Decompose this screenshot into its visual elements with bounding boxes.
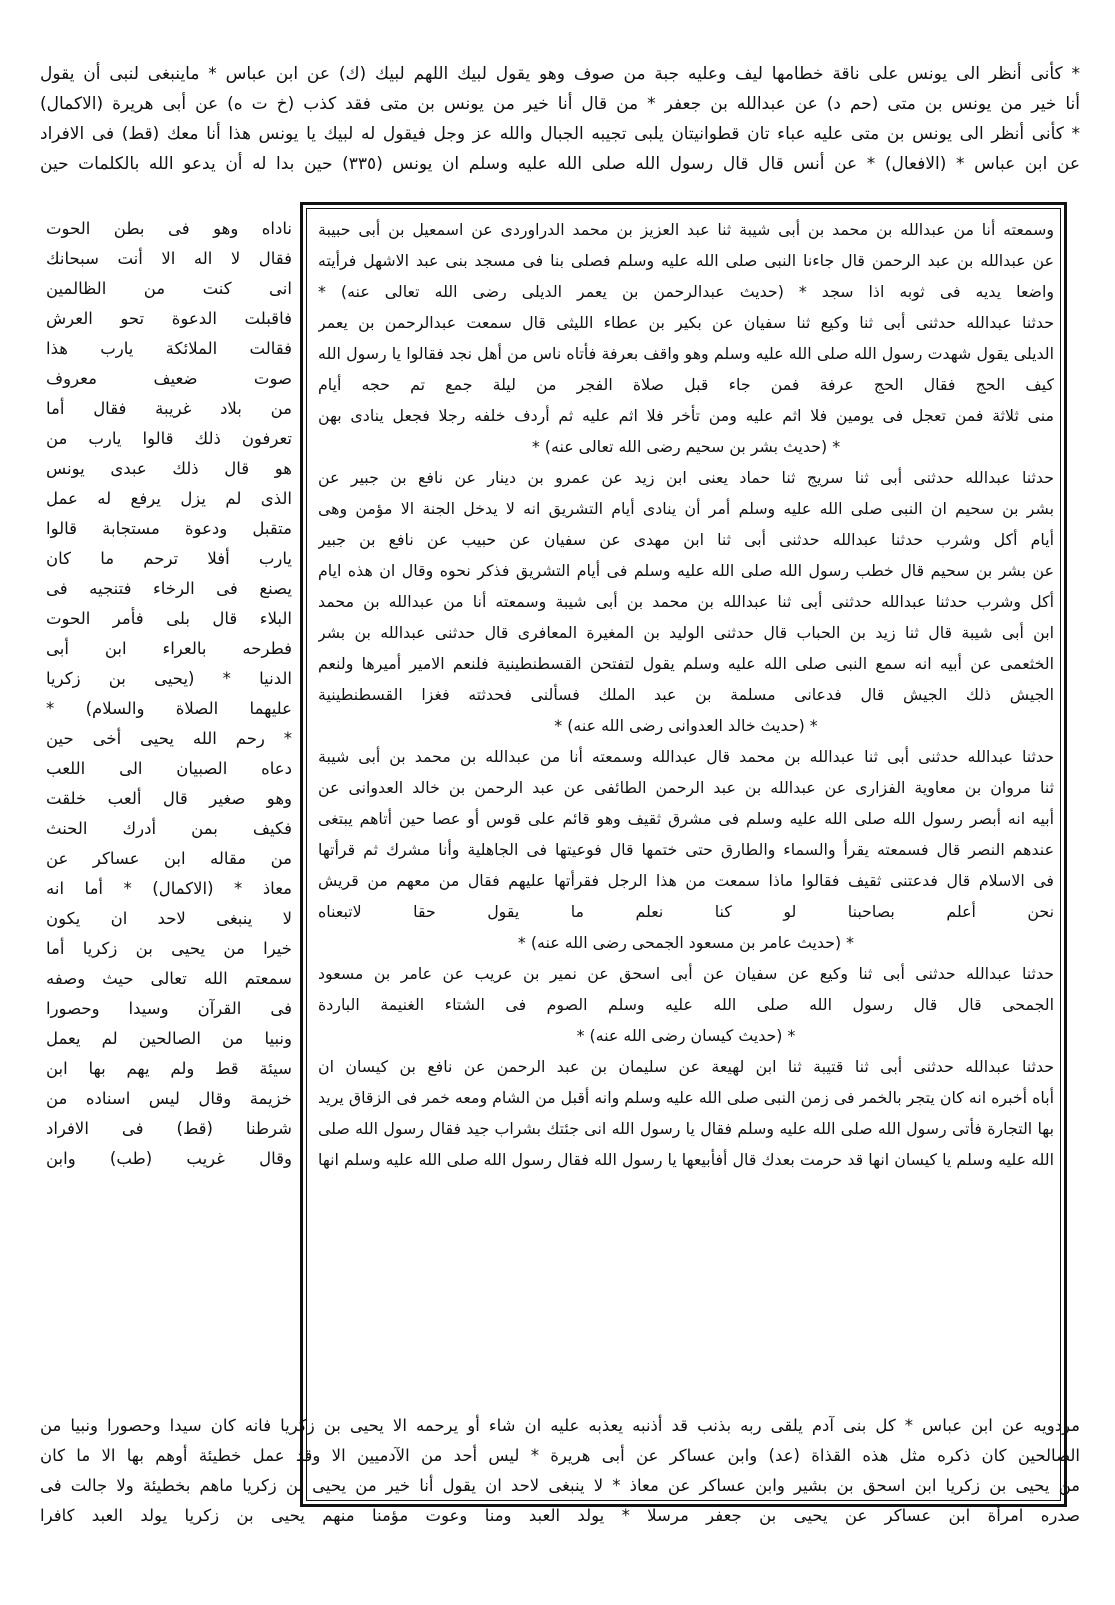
main-line: الجيش ذلك الجيش قال فدعانى مسلمة بن عبد الملك فسألنى فحدثته فغزا القسطنطينية [318, 685, 1054, 704]
main-line: كيف الحج فقال الحج عرفة فمن جاء قبل صلاة الفجر من ليلة جمع تم حجه أيام [318, 375, 1054, 394]
main-line: أباه أخبره انه كان يتجر بالخمر فى زمن النبى صلى الله عليه وسلم وانه أقبل من الشام ومعه خمر فى الزقاق يريد [318, 1088, 1054, 1107]
side-line: * رحم الله يحيى أخى حين [46, 729, 292, 748]
main-line: نحن أعلم بصاحبنا لو كنا نعلم ما يقول حقا لاتبعناه [318, 902, 1054, 921]
side-line: عليهما الصلاة والسلام) * [46, 699, 292, 718]
side-line: ونبيا من الصالحين لم يعمل [46, 1029, 292, 1048]
main-line: حدثنا عبدالله حدثنى أبى ثنا عبدالله بن محمد قال عبدالله وسمعته أنا من عبدالله بن محمد بن أبى شيبة [318, 747, 1054, 766]
top-line: أنا خير من يونس بن متى (حم د) عن عبدالله بن جعفر * من قال أنا خير من يونس بن متى فقد كذب (خ ت ه) عن أبى هريرة (الاكمال) [40, 94, 1080, 114]
main-line: الديلى يقول شهدت رسول الله صلى الله عليه وسلم وهو واقف بعرفة فأتاه ناس من أهل نجد فقالوا يا رسول الله [318, 344, 1054, 363]
side-line: فقالت الملائكة يارب هذا [46, 339, 292, 358]
main-line: فى الاسلام قال فدعتنى ثقيف فقالوا ماذا سمعت من هذا الرجل فقرأتها عليهم فقال من معهم من قريش [318, 871, 1054, 890]
bottom-line: مردويه عن ابن عباس * كل بنى آدم يلقى ربه بذنب قد أذنبه يعذبه عليه ان شاء أو يرحمه الا يحيى بن زكريا فانه كان سيدا وحصورا ونبيا من [40, 1416, 1080, 1435]
side-line: يصنع فى الرخاء فتنجيه فى [46, 579, 292, 598]
top-line: * كأنى أنظر الى يونس بن متى عليه عباء تان قطوانيتان يلبى تجيبه الجبال والله عز وجل فيقول له لبيك يا يونس هذا أنا معك (قط) فى الافراد [40, 124, 1080, 144]
bottom-line: الصالحين كان ذكره مثل هذه القذاة (عد) وابن عساكر عن أبى هريرة * ليس أحد من الآدميين الا وقد عمل خطيئة أوهم بها الا ما كان [40, 1446, 1080, 1465]
side-line: صوت ضعيف معروف [46, 369, 292, 388]
side-line: البلاء قال بلى فأمر الحوت [46, 609, 292, 628]
side-line: فقال لا اله الا أنت سبحانك [46, 249, 292, 268]
side-line: سمعتم الله تعالى حيث وصفه [46, 969, 292, 988]
side-line: الذى لم يزل يرفع له عمل [46, 489, 292, 508]
side-line: خزيمة وقال ليس اسناده من [46, 1089, 292, 1108]
side-line: فكيف بمن أدرك الحنث [46, 819, 292, 838]
main-line: ابن أبى شيبة قال ثنا زيد بن الحباب قال حدثنى الوليد بن المغيرة المعافرى قال حدثنى عبدالله بن بشر [318, 623, 1054, 642]
top-line: * كأنى أنظر الى يونس على ناقة خطامها ليف وعليه جبة من صوف وهو يقول لبيك اللهم لبيك (ك) عن ابن عباس * ماينبغى لنبى أن يقول [40, 64, 1080, 84]
main-line: أكل وشرب حدثنا عبدالله حدثنى أبى ثنا عبدالله بن محمد بن أبى شيبة وسمعته أنا من عبدالله بن محمد [318, 592, 1054, 611]
main-line: عن عبدالله بن عبد الرحمن قال جاءنا النبى صلى الله عليه وسلم فصلى بنا فى مسجد بنى عبد الاشهل فرأيته [318, 251, 1054, 270]
main-line: حدثنا عبدالله حدثنى أبى ثنا وكيع ثنا سفيان عن بكير بن عطاء الليثى قال سمعت عبدالرحمن بن يعمر [318, 313, 1054, 332]
main-line: بها التجارة فأتى رسول الله صلى الله عليه وسلم فقال يا رسول الله انى جئتك بشراب جيد فقال رسول الله صلى [318, 1119, 1054, 1138]
main-line: وسمعته أنا من عبدالله بن محمد بن أبى شيبة ثنا عبد العزيز بن محمد الدراوردى عن اسمعيل بن أبى حبيبة [318, 220, 1054, 239]
side-line: يارب أفلا ترحم ما كان [46, 549, 292, 568]
main-line: بشر بن سحيم ان النبى صلى الله عليه وسلم أمر أن ينادى أيام التشريق انه لا يدخل الجنة الا مؤمن وهى [318, 499, 1054, 518]
side-line: دعاه الصبيان الى اللعب [46, 759, 292, 778]
main-line: حدثنا عبدالله حدثنى أبى ثنا سريج ثنا حماد يعنى ابن زيد عن عمرو بن دينار عن نافع بن جبير عن [318, 468, 1054, 487]
main-line: حدثنا عبدالله حدثنى أبى ثنا وكيع عن سفيان عن أبى اسحق عن نمير بن عريب عن عامر بن مسعود [318, 964, 1054, 983]
side-line: ناداه وهو فى بطن الحوت [46, 219, 292, 238]
main-line: أيام أكل وشرب حدثنا عبدالله حدثنى أبى ثنا ابن مهدى عن سفيان عن حبيب عن نافع بن جبير [318, 530, 1054, 549]
main-line: الخثعمى عن أبيه انه سمع النبى صلى الله عليه وسلم يقول لتفتحن القسطنطينية فلنعم الامير أميرها ولنعم [318, 654, 1054, 673]
section-title: * (حديث كيسان رضى الله عنه) * [576, 1026, 796, 1045]
side-line: معاذ * (الاكمال) * أما انه [46, 879, 292, 898]
main-line: أبيه انه أبصر رسول الله صلى الله عليه وسلم فى مشرق ثقيف وهو قائم على قوس أو عصا حين أتاهم يبتغى [318, 809, 1054, 828]
side-line: تعرفون ذلك قالوا يارب من [46, 429, 292, 448]
section-title: * (حديث خالد العدوانى رضى الله عنه) * [554, 716, 818, 735]
side-line: هو قال ذلك عبدى يونس [46, 459, 292, 478]
main-line: عندهم النصر قال فسمعته يقرأ والسماء والطارق حتى ختمها قال فوعيتها فى الجاهلية وأنا مشرك ثم قرأتها [318, 840, 1054, 859]
side-line: من بلاد غريبة فقال أما [46, 399, 292, 418]
side-line: متقبل ودعوة مستجابة قالوا [46, 519, 292, 538]
main-line: عن بشر بن سحيم قال خطب رسول الله صلى الله عليه وسلم فى أيام التشريق فذكر نحوه وقال ان هذه ايام [318, 561, 1054, 580]
side-line: فاقبلت الدعوة تحو العرش [46, 309, 292, 328]
main-line: حدثنا عبدالله حدثنى أبى ثنا قتيبة ثنا ابن لهيعة عن سليمان بن عبد الرحمن عن نافع بن كيسان ان [318, 1057, 1054, 1076]
side-line: انى كنت من الظالمين [46, 279, 292, 298]
bottom-line: صدره امرأة ابن عساكر عن يحيى بن جعفر مرسلا * يولد العبد ومنا وعوت مؤمنا منهم يحيى بن زكريا يولد العبد كافرا [40, 1506, 1080, 1525]
top-line: عن ابن عباس * (الافعال) * عن أنس قال قال رسول الله صلى الله عليه وسلم ان يونس (٣٣٥) حين بدا له أن يدعو الله بالكلمات حين [40, 154, 1080, 174]
bottom-line: من يحيى بن زكريا ابن اسحق بن بشير وابن عساكر عن معاذ * لا ينبغى لاحد ان يقول أنا خير من يحيى بن زكريا ماهم بخطيئة ولا جالت فى [40, 1476, 1080, 1495]
main-line: واضعا يديه فى ثوبه اذا سجد * (حديث عبدالرحمن بن يعمر الديلى رضى الله تعالى عنه) * [318, 282, 1054, 301]
side-line: من مقاله ابن عساكر عن [46, 849, 292, 868]
main-line: منى ثلاثة فمن تعجل فى يومين فلا اثم عليه ومن تأخر فلا اثم عليه ثم أردف خلفه رجلا فجعل ينادى بهن [318, 406, 1054, 425]
side-line: شرطنا (قط) فى الافراد [46, 1119, 292, 1138]
side-line: وقال غريب (طب) وابن [46, 1149, 292, 1168]
section-title: * (حديث عامر بن مسعود الجمحى رضى الله عنه) * [517, 933, 855, 952]
side-line: سيئة قط ولم يهم بها ابن [46, 1059, 292, 1078]
main-line: ثنا مروان بن معاوية الفزارى عن عبدالله بن عبد الرحمن الطائفى عن عبد الرحمن بن خالد العدوانى عن [318, 778, 1054, 797]
main-line: الله عليه وسلم يا كيسان انها قد حرمت بعدك قال أفأبيعها يا رسول الله فقال رسول الله صلى الله عليه وسلم انها [318, 1150, 1054, 1169]
side-line: فى القرآن وسيدا وحصورا [46, 999, 292, 1018]
side-line: فطرحه بالعراء ابن أبى [46, 639, 292, 658]
side-line: لا ينبغى لاحد ان يكون [46, 909, 292, 928]
side-line: وهو صغير قال ألعب خلقت [46, 789, 292, 808]
side-line: الدنيا * (يحيى بن زكريا [46, 669, 292, 688]
main-line: الجمحى قال قال رسول الله صلى الله عليه وسلم الصوم فى الشتاء الغنيمة الباردة [318, 995, 1054, 1014]
section-title: * (حديث بشر بن سحيم رضى الله تعالى عنه) * [531, 437, 841, 456]
side-line: خيرا من يحيى بن زكريا أما [46, 939, 292, 958]
